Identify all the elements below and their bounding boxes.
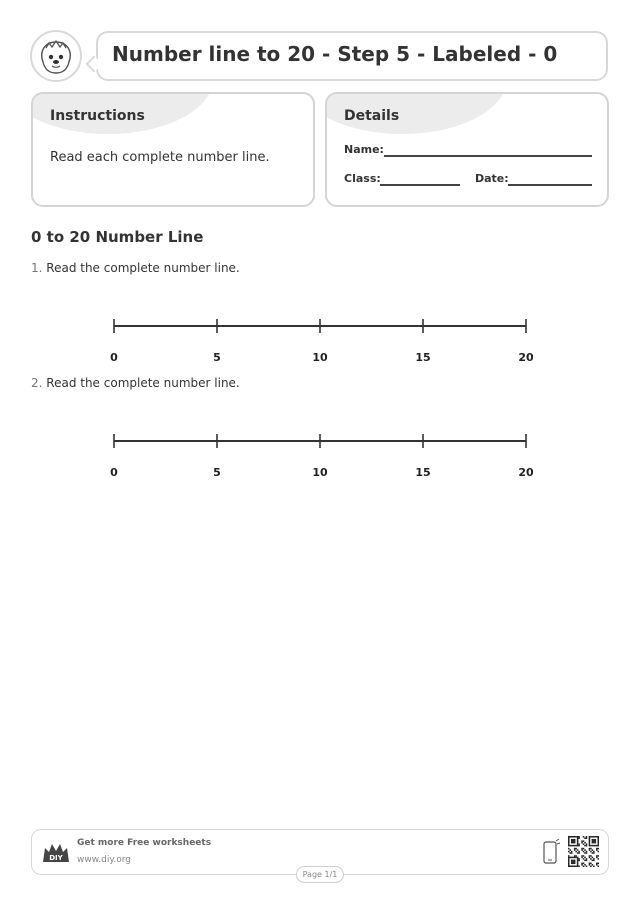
tick-label: 0	[110, 466, 118, 479]
qr-code-icon[interactable]	[568, 836, 599, 867]
question-number: 2.	[31, 376, 43, 390]
tick-label: 15	[415, 466, 431, 479]
question-number: 1.	[31, 261, 43, 275]
question-1	[31, 261, 240, 275]
tick-label: 0	[110, 351, 118, 364]
instructions-title: Instructions	[50, 108, 145, 124]
tick-label: 10	[312, 466, 328, 479]
page-title: Number line to 20 - Step 5 - Labeled - 0	[112, 42, 558, 66]
number-line-2	[100, 430, 540, 480]
tick-label: 15	[415, 351, 431, 364]
details-card	[325, 92, 609, 207]
diy-logo-icon[interactable]	[41, 838, 71, 868]
details-title: Details	[344, 108, 400, 124]
logo-text: DIY	[49, 854, 63, 862]
class-field[interactable]	[380, 184, 460, 186]
tick-label: 20	[518, 466, 534, 479]
footer-promo[interactable]: Get more Free worksheets	[77, 838, 212, 848]
number-line-1	[100, 315, 540, 365]
tick-label: 5	[213, 466, 221, 479]
question-2	[31, 376, 240, 390]
instructions-text: Read each complete number line.	[50, 150, 270, 165]
section-title: 0 to 20 Number Line	[31, 228, 204, 246]
page-indicator: Page 1/1	[296, 866, 344, 883]
name-label: Name:	[344, 143, 384, 156]
tick-label: 20	[518, 351, 534, 364]
date-field[interactable]	[508, 184, 592, 186]
footer-url[interactable]: www.diy.org	[77, 855, 131, 865]
tick-label: 5	[213, 351, 221, 364]
date-label: Date:	[475, 172, 509, 185]
tick-label: 10	[312, 351, 328, 364]
name-field[interactable]	[384, 155, 592, 157]
question-text: Read the complete number line.	[46, 261, 240, 275]
class-label: Class:	[344, 172, 381, 185]
mascot-icon	[30, 30, 82, 82]
question-text: Read the complete number line.	[46, 376, 240, 390]
instructions-card	[31, 92, 315, 207]
phone-icon	[541, 838, 561, 866]
